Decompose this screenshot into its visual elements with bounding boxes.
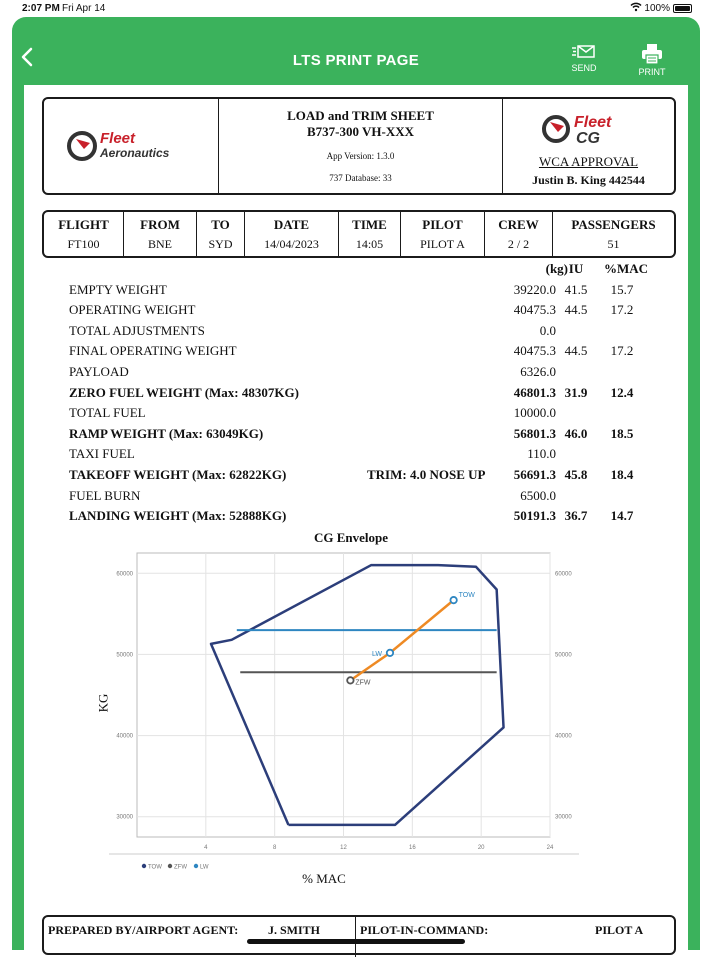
- x-tick-label: 4: [204, 845, 208, 851]
- weight-label: ZERO FUEL WEIGHT (Max: 48307KG): [69, 384, 299, 400]
- weight-mac: 18.5: [610, 425, 634, 441]
- header-bar: [12, 17, 700, 85]
- y-tick-label-right: 50000: [555, 652, 572, 659]
- mail-send-icon: [572, 43, 596, 61]
- weights-header-row: [24, 261, 688, 281]
- aircraft-registration: B737-300 VH-XXX: [306, 124, 414, 139]
- database-version: 737 Database: 33: [329, 173, 392, 183]
- weight-iu: 45.8: [564, 467, 588, 482]
- to-col: [197, 212, 245, 256]
- svg-text:Fleet: Fleet: [573, 114, 611, 131]
- wifi-icon: [630, 2, 642, 15]
- col-iu-header: IU: [568, 261, 584, 276]
- trim-note: TRIM: 4.0 NOSE UP: [367, 467, 486, 482]
- value-to: SYD: [208, 237, 233, 251]
- weight-row: [24, 405, 688, 425]
- header-to: TO: [211, 217, 230, 232]
- weight-kg: 10000.0: [513, 405, 556, 421]
- weight-kg: 56801.3: [513, 425, 556, 441]
- flight-col: [44, 212, 124, 256]
- cg-point-label-tow: TOW: [458, 592, 475, 600]
- weight-label: PAYLOAD: [69, 364, 129, 379]
- time-col: [339, 212, 401, 256]
- weight-label: TOTAL FUEL: [69, 405, 146, 421]
- chart-title: CG Envelope: [313, 530, 389, 545]
- approval-signer: Justin B. King 442544: [532, 173, 645, 187]
- status-time: 2:07 PM: [22, 3, 60, 14]
- y-tick-label-left: 30000: [116, 814, 133, 821]
- weight-iu: 31.9: [564, 384, 588, 400]
- value-passengers: 51: [607, 237, 620, 251]
- col-mac-header: %MAC: [604, 261, 649, 276]
- fleet-cg-logo: [534, 105, 644, 147]
- weight-row: [24, 446, 688, 466]
- weight-kg: 6326.0: [520, 364, 556, 379]
- sheet-title: [219, 108, 502, 140]
- cg-point-label-zfw: ZFW: [355, 679, 371, 687]
- svg-text:Aeronautics: Aeronautics: [100, 146, 170, 160]
- header-from: FROM: [140, 217, 180, 232]
- weight-kg: 0.0: [539, 322, 556, 338]
- weight-label: RAMP WEIGHT (Max: 63049KG): [69, 425, 264, 441]
- weight-kg: 56691.3: [513, 467, 556, 482]
- print-button[interactable]: [635, 43, 669, 77]
- weight-label: TOTAL ADJUSTMENTS: [69, 322, 205, 338]
- page-title: LTS PRINT PAGE: [292, 52, 420, 69]
- weight-row: [24, 467, 688, 487]
- weight-kg: 6500.0: [520, 487, 556, 503]
- wca-approval-label: WCA APPROVAL: [538, 154, 639, 169]
- y-tick-label-left: 50000: [116, 652, 133, 659]
- y-tick-label-left: 60000: [116, 571, 133, 578]
- sheet-title-line1: LOAD and TRIM SHEET: [287, 108, 434, 123]
- weight-kg: 110.0: [527, 446, 556, 462]
- y-tick-label-right: 40000: [555, 733, 572, 740]
- weight-kg: 40475.3: [513, 343, 556, 359]
- signature-divider: [355, 917, 356, 957]
- weight-mac: 18.4: [610, 467, 634, 482]
- weight-row: [24, 488, 688, 508]
- svg-text:Fleet: Fleet: [100, 130, 136, 147]
- weight-iu: 46.0: [564, 425, 588, 441]
- legend-label-tow: TOW: [148, 864, 162, 871]
- prepared-by-label: PREPARED BY/AIRPORT AGENT:: [48, 923, 239, 937]
- weight-iu: 44.5: [564, 343, 588, 359]
- x-tick-label: 16: [408, 845, 416, 851]
- weight-iu: 44.5: [564, 302, 588, 318]
- home-indicator: [247, 939, 465, 944]
- y-tick-label-right: 30000: [555, 814, 572, 821]
- sheet-title-cell: [219, 99, 503, 193]
- value-flight: FT100: [67, 237, 100, 251]
- from-col: [124, 212, 197, 256]
- approval-cell: [503, 99, 674, 193]
- x-tick-label: 20: [477, 845, 485, 851]
- battery-percent: 100%: [644, 3, 670, 14]
- fleet-aeronautics-logo: [44, 99, 194, 193]
- weight-row: [24, 343, 688, 363]
- date-col: [245, 212, 339, 256]
- flight-info-table: [42, 210, 676, 258]
- cg-envelope-chart: [24, 545, 688, 871]
- passengers-col: [553, 212, 674, 256]
- pilot-col: [401, 212, 485, 256]
- y-tick-label-left: 40000: [116, 733, 133, 740]
- weight-label: TAXI FUEL: [69, 446, 135, 462]
- printer-icon: [641, 43, 663, 65]
- header-flight: FLIGHT: [58, 217, 109, 232]
- crew-col: [485, 212, 553, 256]
- value-date: 14/04/2023: [264, 237, 319, 251]
- weight-mac: 17.2: [610, 343, 634, 359]
- value-crew: 2 / 2: [507, 237, 530, 251]
- y-tick-label-right: 60000: [555, 571, 572, 578]
- weight-mac: 14.7: [610, 508, 634, 524]
- status-date: Fri Apr 14: [62, 3, 106, 14]
- value-time: 14:05: [355, 237, 384, 251]
- weight-row: [24, 364, 688, 384]
- col-kg-header: (kg): [545, 261, 568, 276]
- x-axis-label: % MAC: [302, 871, 346, 886]
- cg-point-tow: [450, 597, 456, 603]
- sheet-header-box: [42, 97, 676, 195]
- weight-label: FUEL BURN: [69, 487, 141, 503]
- weight-label: TAKEOFF WEIGHT (Max: 62822KG): [69, 467, 287, 482]
- weight-label: FINAL OPERATING WEIGHT: [69, 343, 237, 359]
- legend-label-lw: LW: [200, 864, 209, 871]
- svg-text:CG: CG: [575, 130, 600, 147]
- weight-kg: 46801.3: [513, 384, 556, 400]
- brand-cell: [44, 99, 219, 193]
- pic-value: PILOT A: [595, 923, 644, 937]
- weight-label: LANDING WEIGHT (Max: 52888KG): [69, 508, 287, 524]
- legend-marker-tow: [142, 864, 146, 868]
- weight-kg: 50191.3: [513, 508, 556, 524]
- signature-box: [42, 915, 676, 955]
- print-sheet: [24, 85, 688, 950]
- weight-row: [24, 426, 688, 446]
- value-pilot: PILOT A: [420, 237, 465, 251]
- cg-envelope-svg: [24, 545, 688, 871]
- weight-mac: 12.4: [610, 384, 634, 400]
- legend-marker-lw: [194, 864, 198, 868]
- weight-row: [24, 282, 688, 302]
- weight-row: [24, 302, 688, 322]
- legend-marker-zfw: [168, 864, 172, 868]
- value-from: BNE: [148, 237, 172, 251]
- pic-label: PILOT-IN-COMMAND:: [360, 923, 489, 937]
- header-date: DATE: [273, 217, 310, 232]
- weight-row: [24, 385, 688, 405]
- weight-mac: 15.7: [610, 281, 634, 297]
- cg-point-zfw: [347, 677, 353, 683]
- weight-kg: 39220.0: [513, 281, 556, 297]
- header-time: TIME: [352, 217, 387, 232]
- prepared-by-value: J. SMITH: [268, 923, 321, 937]
- header-pilot: PILOT: [422, 217, 463, 232]
- y-axis-label: KG: [95, 693, 111, 713]
- weight-label: OPERATING WEIGHT: [69, 302, 196, 318]
- send-button[interactable]: [567, 43, 601, 73]
- cg-point-lw: [387, 650, 393, 656]
- weight-row: [24, 508, 688, 528]
- header-crew: CREW: [498, 217, 539, 232]
- battery-icon: [673, 4, 692, 13]
- x-tick-label: 8: [272, 845, 277, 851]
- weight-row: [24, 323, 688, 343]
- x-tick-label: 24: [546, 845, 554, 851]
- header-passengers: PASSENGERS: [571, 217, 656, 232]
- weight-iu: 41.5: [564, 281, 588, 297]
- app-version: App Version: 1.3.0: [326, 151, 395, 161]
- weight-mac: 17.2: [610, 302, 634, 318]
- status-bar: [0, 0, 712, 17]
- cg-point-label-lw: LW: [371, 650, 382, 658]
- send-label: SEND: [571, 63, 597, 73]
- weight-label: EMPTY WEIGHT: [69, 281, 167, 297]
- print-label: PRINT: [638, 67, 666, 77]
- weight-kg: 40475.3: [513, 302, 556, 318]
- x-tick-label: 12: [340, 845, 347, 851]
- legend-label-zfw: ZFW: [174, 864, 187, 871]
- weight-iu: 36.7: [564, 508, 588, 524]
